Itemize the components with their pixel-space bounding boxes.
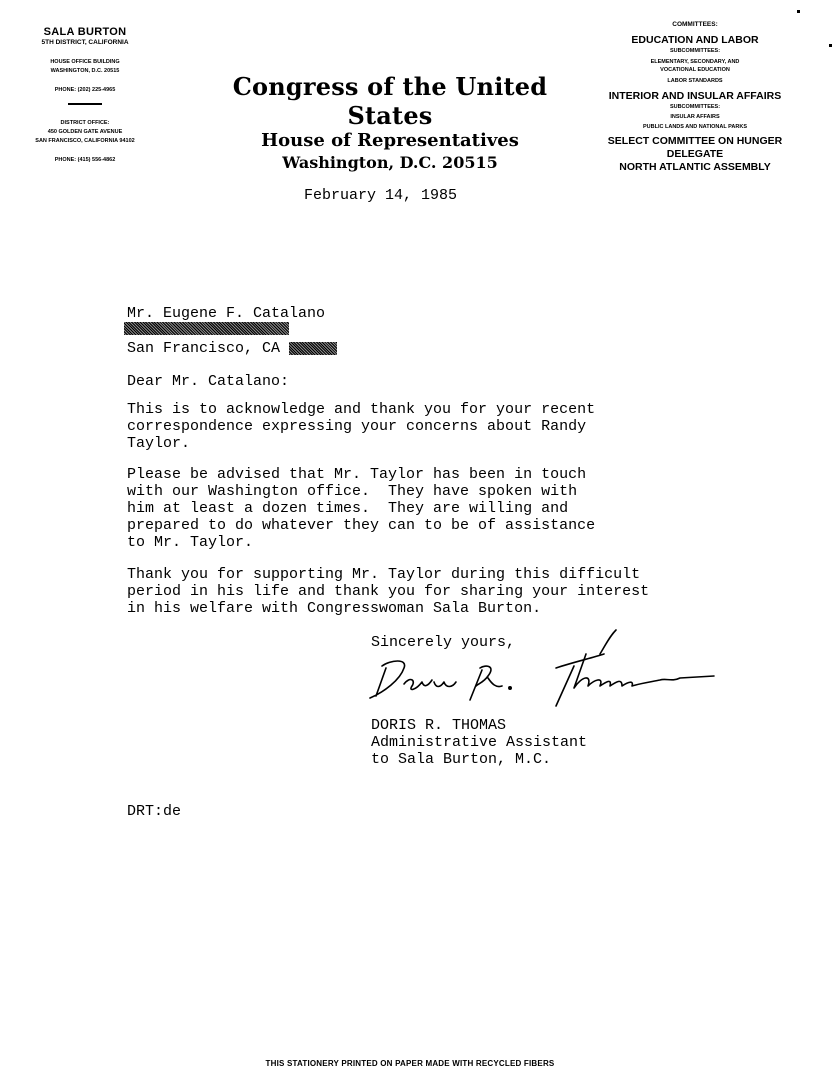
recipient-name: Mr. Eugene F. Catalano [127, 305, 326, 322]
salutation: Dear Mr. Catalano: [127, 373, 290, 390]
paragraph-3 [127, 566, 687, 617]
paragraph-line: This is to acknowledge and thank you for your recent [127, 401, 596, 418]
redacted-zip [289, 342, 337, 355]
subcommittee-item: VOCATIONAL EDUCATION [660, 67, 730, 73]
paragraph-line: period in his life and thank you for sharing your interest [127, 583, 650, 600]
signer-name: DORIS R. THOMAS [371, 717, 507, 734]
signer-title-2: to Sala Burton, M.C. [371, 751, 552, 768]
representative-name: SALA BURTON [43, 26, 127, 38]
paragraph-line: Thank you for supporting Mr. Taylor during this difficult [127, 566, 641, 583]
paragraph-line: prepared to do whatever they can to be of assistance [127, 517, 596, 534]
subcommittees-label: SUBCOMMITTEES: [669, 104, 721, 110]
paragraph-line: correspondence expressing your concerns about Randy [127, 418, 587, 435]
delegate-label: DELEGATE [666, 148, 724, 160]
typist-initials: DRT:de [127, 803, 182, 820]
recipient-city [127, 340, 337, 357]
paragraph-line: to Mr. Taylor. [127, 534, 254, 551]
letterhead-title [200, 72, 580, 172]
subcommittee-item: INSULAR AFFAIRS [670, 114, 720, 120]
representative-district: 5TH DISTRICT, CALIFORNIA [41, 39, 129, 46]
paragraph-line: Taylor. [127, 435, 191, 452]
paragraph-line: him at least a dozen times. They are willing and [127, 500, 569, 517]
redacted-address [124, 320, 289, 338]
divider [68, 103, 102, 105]
house-title: House of Representatives [261, 130, 519, 151]
district-office-street: 450 GOLDEN GATE AVENUE [47, 129, 123, 135]
paragraph-line: with our Washington office. They have spoken with [127, 483, 578, 500]
footer-note: THIS STATIONERY PRINTED ON PAPER MADE WITH RECYCLED FIBERS [265, 1059, 555, 1068]
district-office-label: DISTRICT OFFICE: [60, 120, 110, 126]
committees-label: COMMITTEES: [672, 21, 718, 28]
representative-info [10, 26, 160, 165]
subcommittees-label: SUBCOMMITTEES: [669, 48, 721, 54]
committee-education: EDUCATION AND LABOR [631, 34, 759, 46]
committee-interior: INTERIOR AND INSULAR AFFAIRS [608, 90, 782, 102]
assembly-label: NORTH ATLANTIC ASSEMBLY [619, 161, 771, 173]
subcommittee-item: ELEMENTARY, SECONDARY, AND [650, 59, 740, 65]
scan-speck [829, 44, 832, 47]
paragraph-1 [127, 401, 687, 452]
paragraph-line: Please be advised that Mr. Taylor has been in touch [127, 466, 587, 483]
recipient-city-text: San Francisco, CA [127, 340, 281, 357]
committee-list [592, 21, 798, 174]
congress-title: Congress of the United States [232, 72, 548, 130]
district-office-city: SAN FRANCISCO, CALIFORNIA 94102 [35, 138, 135, 144]
closing: Sincerely yours, [371, 634, 516, 651]
paragraph-2 [127, 466, 687, 551]
signer-title: Administrative Assistant [371, 734, 588, 751]
signer-block [371, 717, 587, 768]
scan-speck [797, 10, 800, 13]
committee-hunger: SELECT COMMITTEE ON HUNGER [607, 135, 783, 147]
subcommittee-item: PUBLIC LANDS AND NATIONAL PARKS [643, 124, 747, 130]
house-office-city: WASHINGTON, D.C. 20515 [50, 68, 120, 74]
washington-address: Washington, D.C. 20515 [282, 153, 498, 172]
paragraph-line: in his welfare with Congresswoman Sala Burton. [127, 600, 542, 617]
district-phone: PHONE: (415) 556-4862 [54, 157, 116, 163]
subcommittee-item: LABOR STANDARDS [667, 78, 723, 84]
letter-date: February 14, 1985 [304, 187, 458, 204]
house-office-label: HOUSE OFFICE BUILDING [50, 59, 120, 65]
handwritten-signature [360, 626, 730, 716]
house-phone: PHONE: (202) 225-4965 [54, 87, 116, 93]
